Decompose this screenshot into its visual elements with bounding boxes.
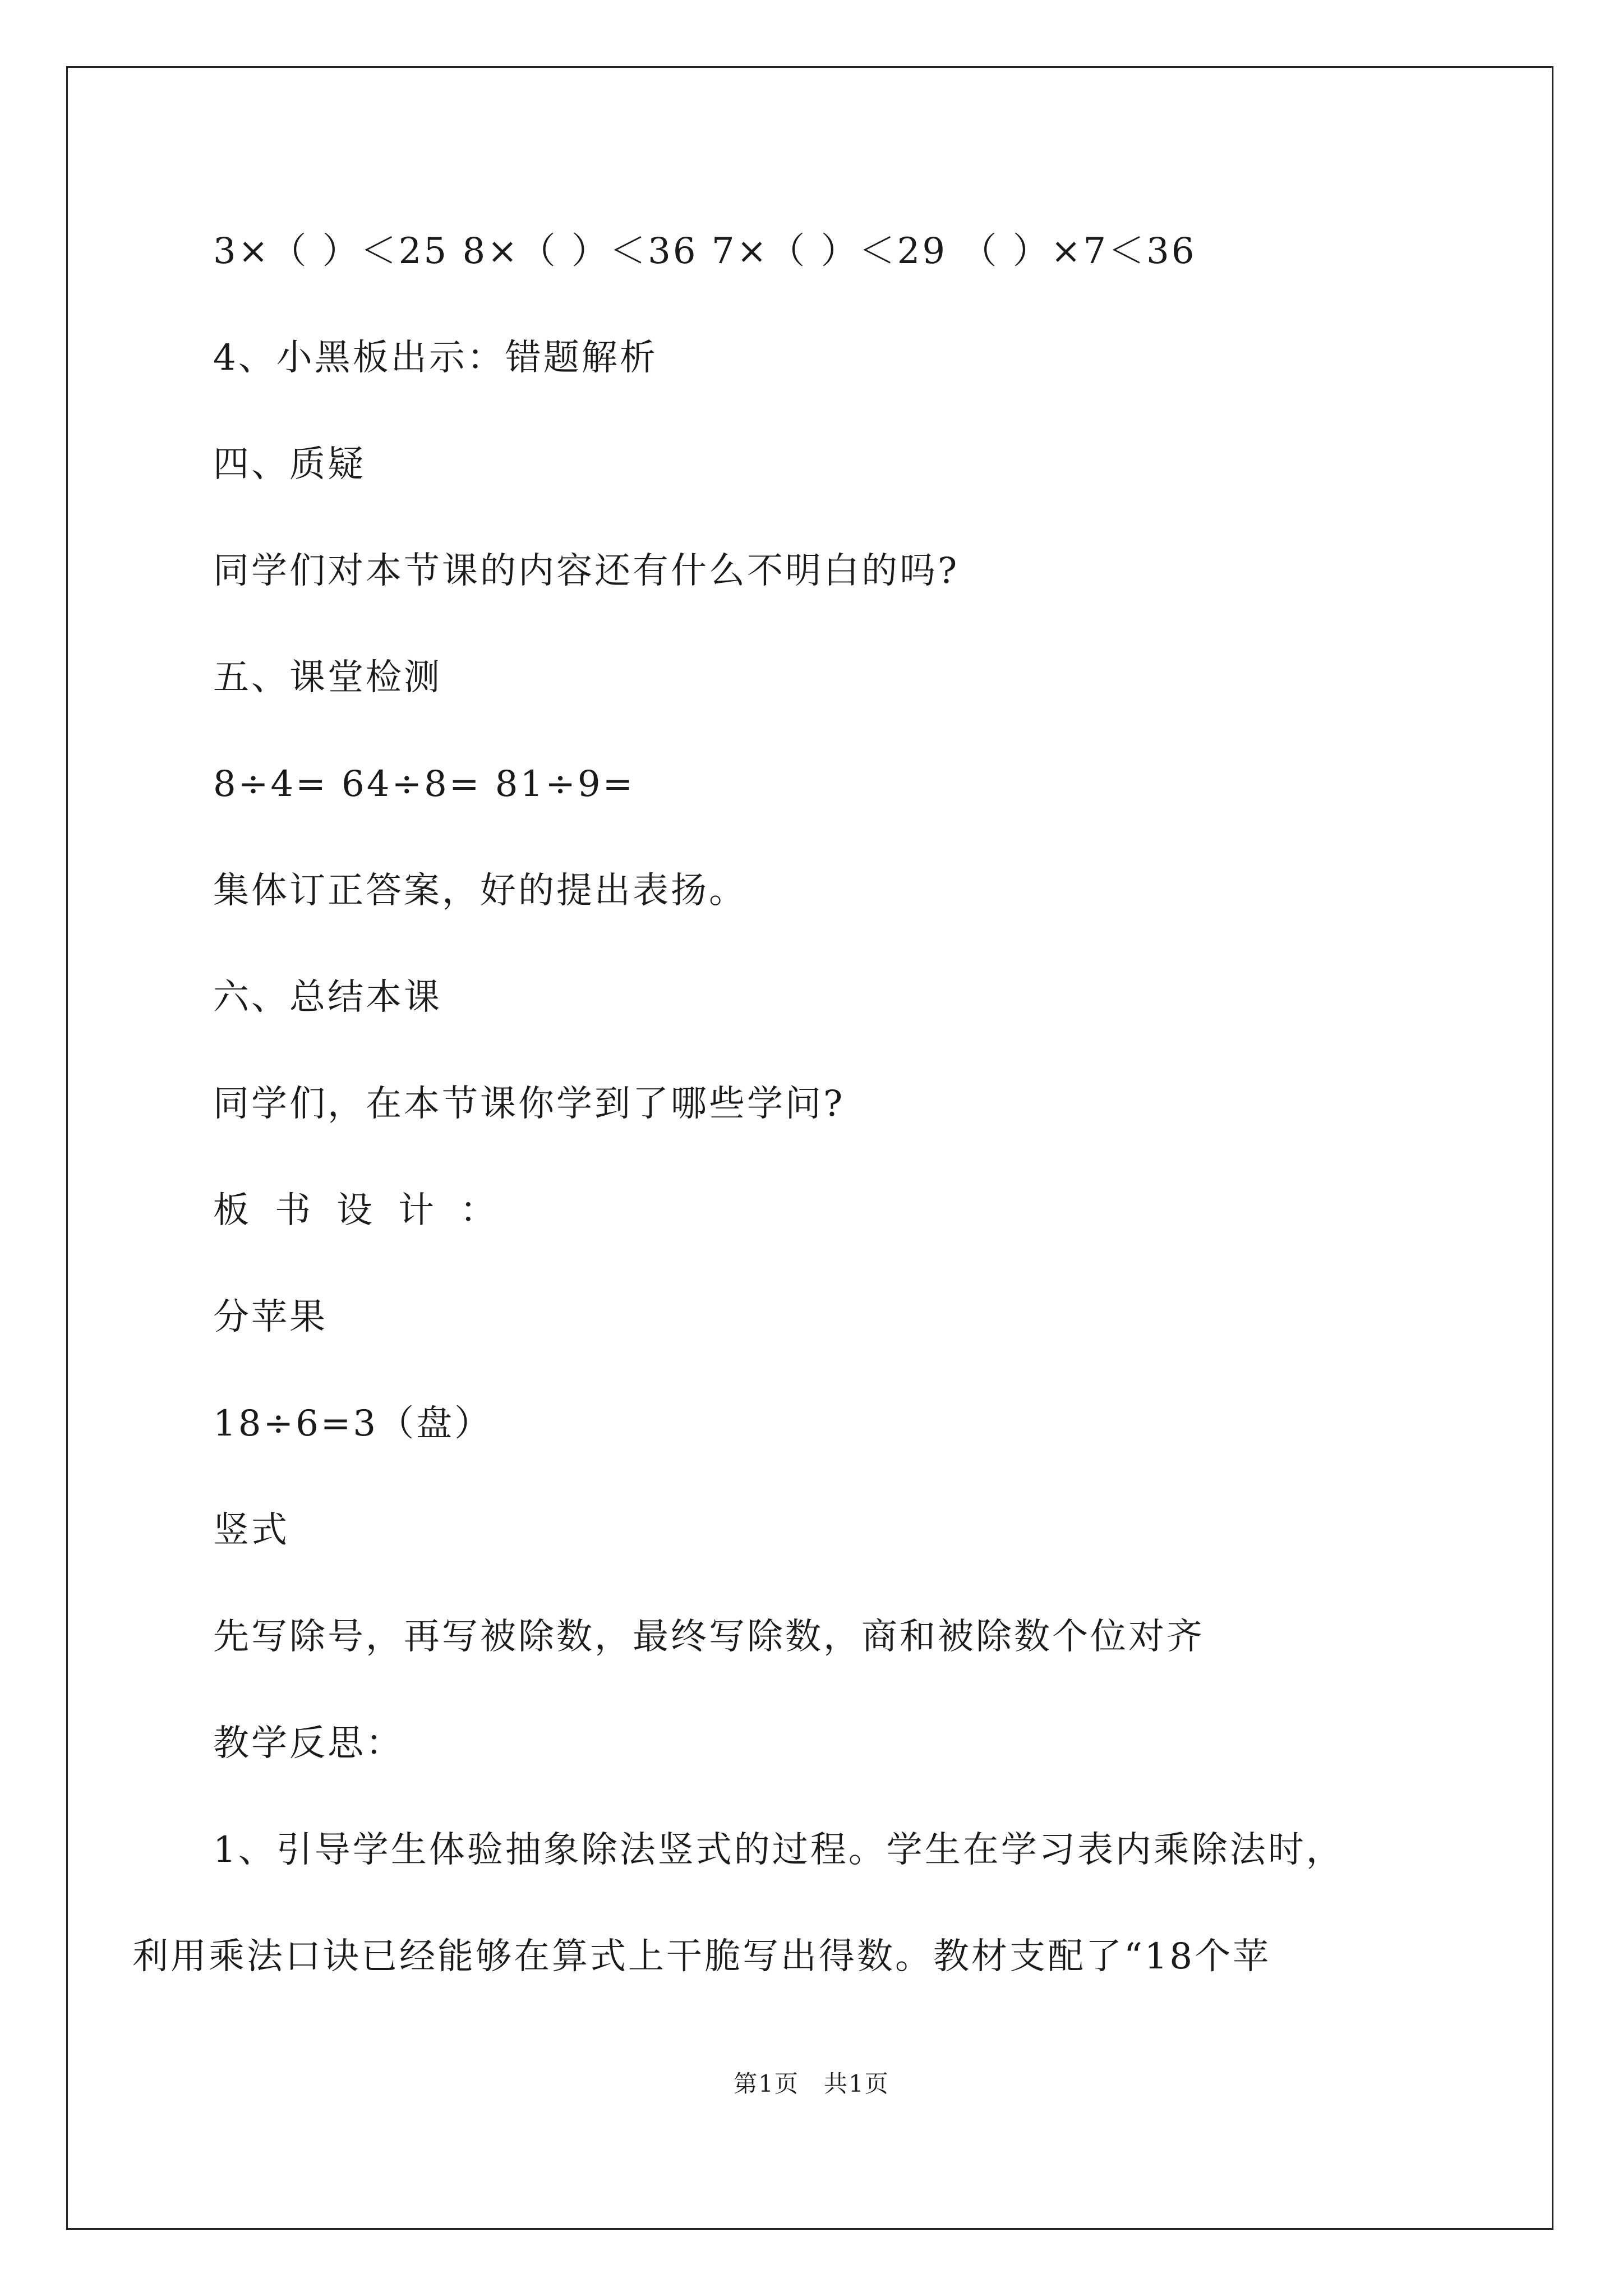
board-design-heading: 板书设计：	[213, 1190, 522, 1231]
section-heading-questions: 四、质疑	[213, 444, 366, 485]
section-heading-class-test: 五、课堂检测	[213, 657, 442, 698]
group-correction-line: 集体订正答案，好的提出表扬。	[213, 870, 747, 912]
vertical-form-steps-line: 先写除号，再写被除数，最终写除数，商和被除数个位对齐	[213, 1616, 1205, 1658]
questions-prompt-line: 同学们对本节课的内容还有什么不明白的吗?	[213, 550, 960, 592]
section-heading-summary: 六、总结本课	[213, 977, 442, 1018]
teaching-reflection-heading: 教学反思：	[213, 1723, 404, 1764]
board-vertical-form-label: 竖式	[213, 1510, 289, 1551]
summary-question-line: 同学们，在本节课你学到了哪些学问?	[213, 1083, 845, 1125]
board-equation-line: 18÷6=3（盘）	[213, 1403, 493, 1444]
board-title-apples: 分苹果	[213, 1296, 328, 1338]
reflection-paragraph-line-1: 1、引导学生体验抽象除法竖式的过程。学生在学习表内乘除法时，	[213, 1829, 1344, 1871]
class-test-division-line: 8÷4= 64÷8= 81÷9=	[213, 763, 635, 805]
page-footer-number: 第1页 共1页	[734, 2070, 889, 2097]
reflection-paragraph-line-2: 利用乘法口诀已经能够在算式上干脆写出得数。教材支配了“18个苹	[132, 1936, 1271, 1977]
blackboard-error-analysis-line: 4、小黑板出示：错题解析	[213, 337, 658, 379]
practice-inequalities-line: 3×（ ）＜25 8×（ ）＜36 7×（ ）＜29 （ ）×7＜36	[213, 231, 1197, 272]
